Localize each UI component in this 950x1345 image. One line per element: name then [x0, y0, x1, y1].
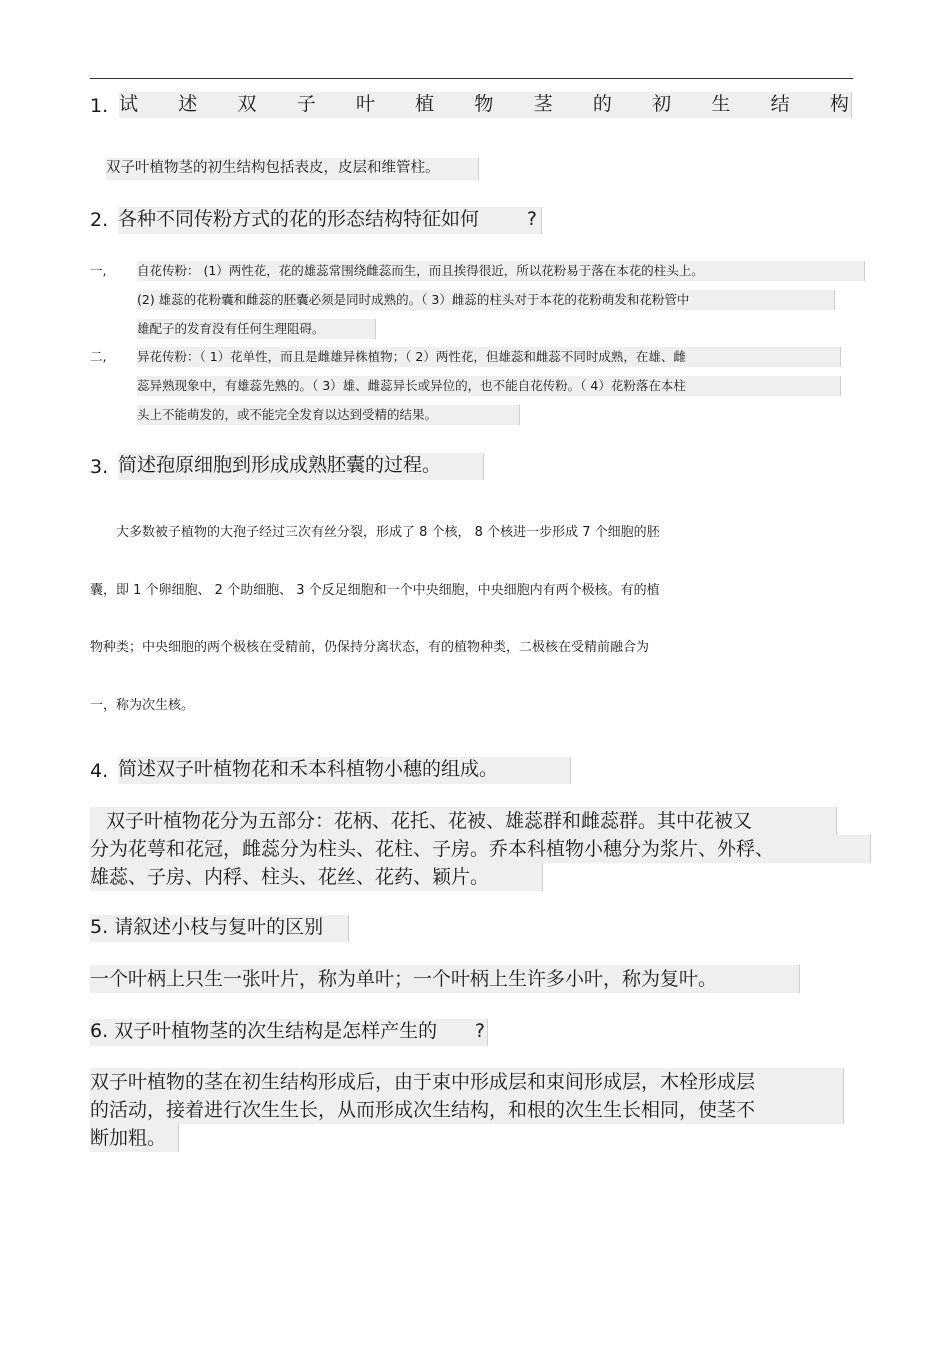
q5-answer: 一个叶柄上只生一张叶片，称为单叶；一个叶柄上生许多小叶，称为复叶。: [90, 965, 800, 993]
q4-title: 简述双子叶植物花和禾本科植物小穗的组成。: [118, 757, 571, 784]
q1-title-char: 结: [770, 93, 790, 115]
q2-question-mark: ?: [526, 208, 537, 230]
q1-answer: 双子叶植物茎的初生结构包括表皮，皮层和维管柱。: [106, 158, 479, 180]
q6-title-text: 6. 双子叶植物茎的次生结构是怎样产生的: [90, 1020, 438, 1042]
q4-body-line: 双子叶植物花分为五部分：花柄、花托、花被、雄蕊群和雌蕊群。其中花被又: [90, 807, 837, 835]
q2-item-line: 雄配子的发育没有任何生理阻碍。: [137, 319, 376, 339]
q1-title-char: 构: [829, 93, 849, 115]
q3-body-line: 囊，即 1 个卵细胞、 2 个助细胞、 3 个反足细胞和一个中央细胞，中央细胞内有两个极核。有的植: [90, 583, 660, 598]
q2-title: [118, 207, 542, 234]
q6-body-line: 双子叶植物的茎在初生结构形成后，由于束中形成层和束间形成层，木栓形成层: [90, 1068, 844, 1096]
q6-question-mark: ?: [474, 1020, 485, 1042]
q4-body-line: 分为花萼和花冠，雌蕊分为柱头、花柱、子房。乔本科植物小穗分为浆片、外稃、: [90, 835, 871, 863]
q3-body-line: 物种类；中央细胞的两个极核在受精前，仍保持分离状态，有的植物种类，二极核在受精前融合为: [90, 640, 650, 655]
q2-item-line: 自花传粉： (1）两性花，花的雄蕊常围绕雌蕊而生，而且挨得很近，所以花粉易于落在本花的柱头上。: [137, 261, 865, 281]
q1-title-char: 双: [237, 93, 257, 115]
top-rule: [90, 78, 853, 79]
q2-title-text: 各种不同传粉方式的花的形态结构特征如何: [118, 208, 480, 230]
q1-title: [119, 92, 852, 118]
q1-title-char: 试: [119, 93, 139, 115]
q3-title: 简述孢原细胞到形成成熟胚囊的过程。: [118, 453, 484, 480]
q1-title-char: 子: [296, 93, 316, 115]
q5-title: 5. 请叙述小枝与复叶的区别: [90, 915, 349, 942]
q2-item-marker: 二,: [90, 349, 107, 364]
q2-item-line: 蕊异熟现象中，有雄蕊先熟的。（ 3）雄、雌蕊异长或异位的，也不能自花传粉。（ 4）花粉落在本柱: [137, 376, 841, 396]
q1-number: 1.: [90, 95, 109, 117]
q2-item-marker: 一,: [90, 263, 107, 278]
q4-number: 4.: [90, 760, 109, 782]
q2-item-line: 头上不能萌发的，或不能完全发育以达到受精的结果。: [137, 405, 520, 425]
q4-body-line: 雄蕊、子房、内稃、柱头、花丝、花药、颖片。: [90, 863, 543, 891]
q3-number: 3.: [90, 456, 109, 478]
q1-title-char: 的: [592, 93, 612, 115]
q6-body-line: 断加粗。: [90, 1124, 179, 1152]
q6-title: [90, 1019, 488, 1046]
q2-item-line: (2) 雄蕊的花粉囊和雌蕊的胚囊必须是同时成熟的。（ 3）雌蕊的柱头对于本花的花粉萌发和花粉管中: [137, 290, 835, 310]
q1-title-char: 茎: [533, 93, 553, 115]
q1-title-char: 述: [178, 93, 198, 115]
q1-title-char: 物: [474, 93, 494, 115]
q2-item-line: 异花传粉：（ 1）花单性，而且是雌雄异株植物；（ 2）两性花，但雄蕊和雌蕊不同时成熟，在雄、雌: [137, 347, 841, 367]
q3-body-line: 一，称为次生核。: [90, 698, 195, 713]
q1-title-char: 叶: [355, 93, 375, 115]
q1-title-char: 初: [652, 93, 672, 115]
q1-title-char: 生: [711, 93, 731, 115]
q3-body-line: 大多数被子植物的大孢子经过三次有丝分裂，形成了 8 个核， 8 个核进一步形成 7 个细胞的胚: [116, 525, 660, 540]
q6-body-line: 的活动，接着进行次生生长，从而形成次生结构，和根的次生生长相同，使茎不: [90, 1096, 844, 1124]
q1-title-char: 植: [415, 93, 435, 115]
q2-number: 2.: [90, 209, 109, 231]
